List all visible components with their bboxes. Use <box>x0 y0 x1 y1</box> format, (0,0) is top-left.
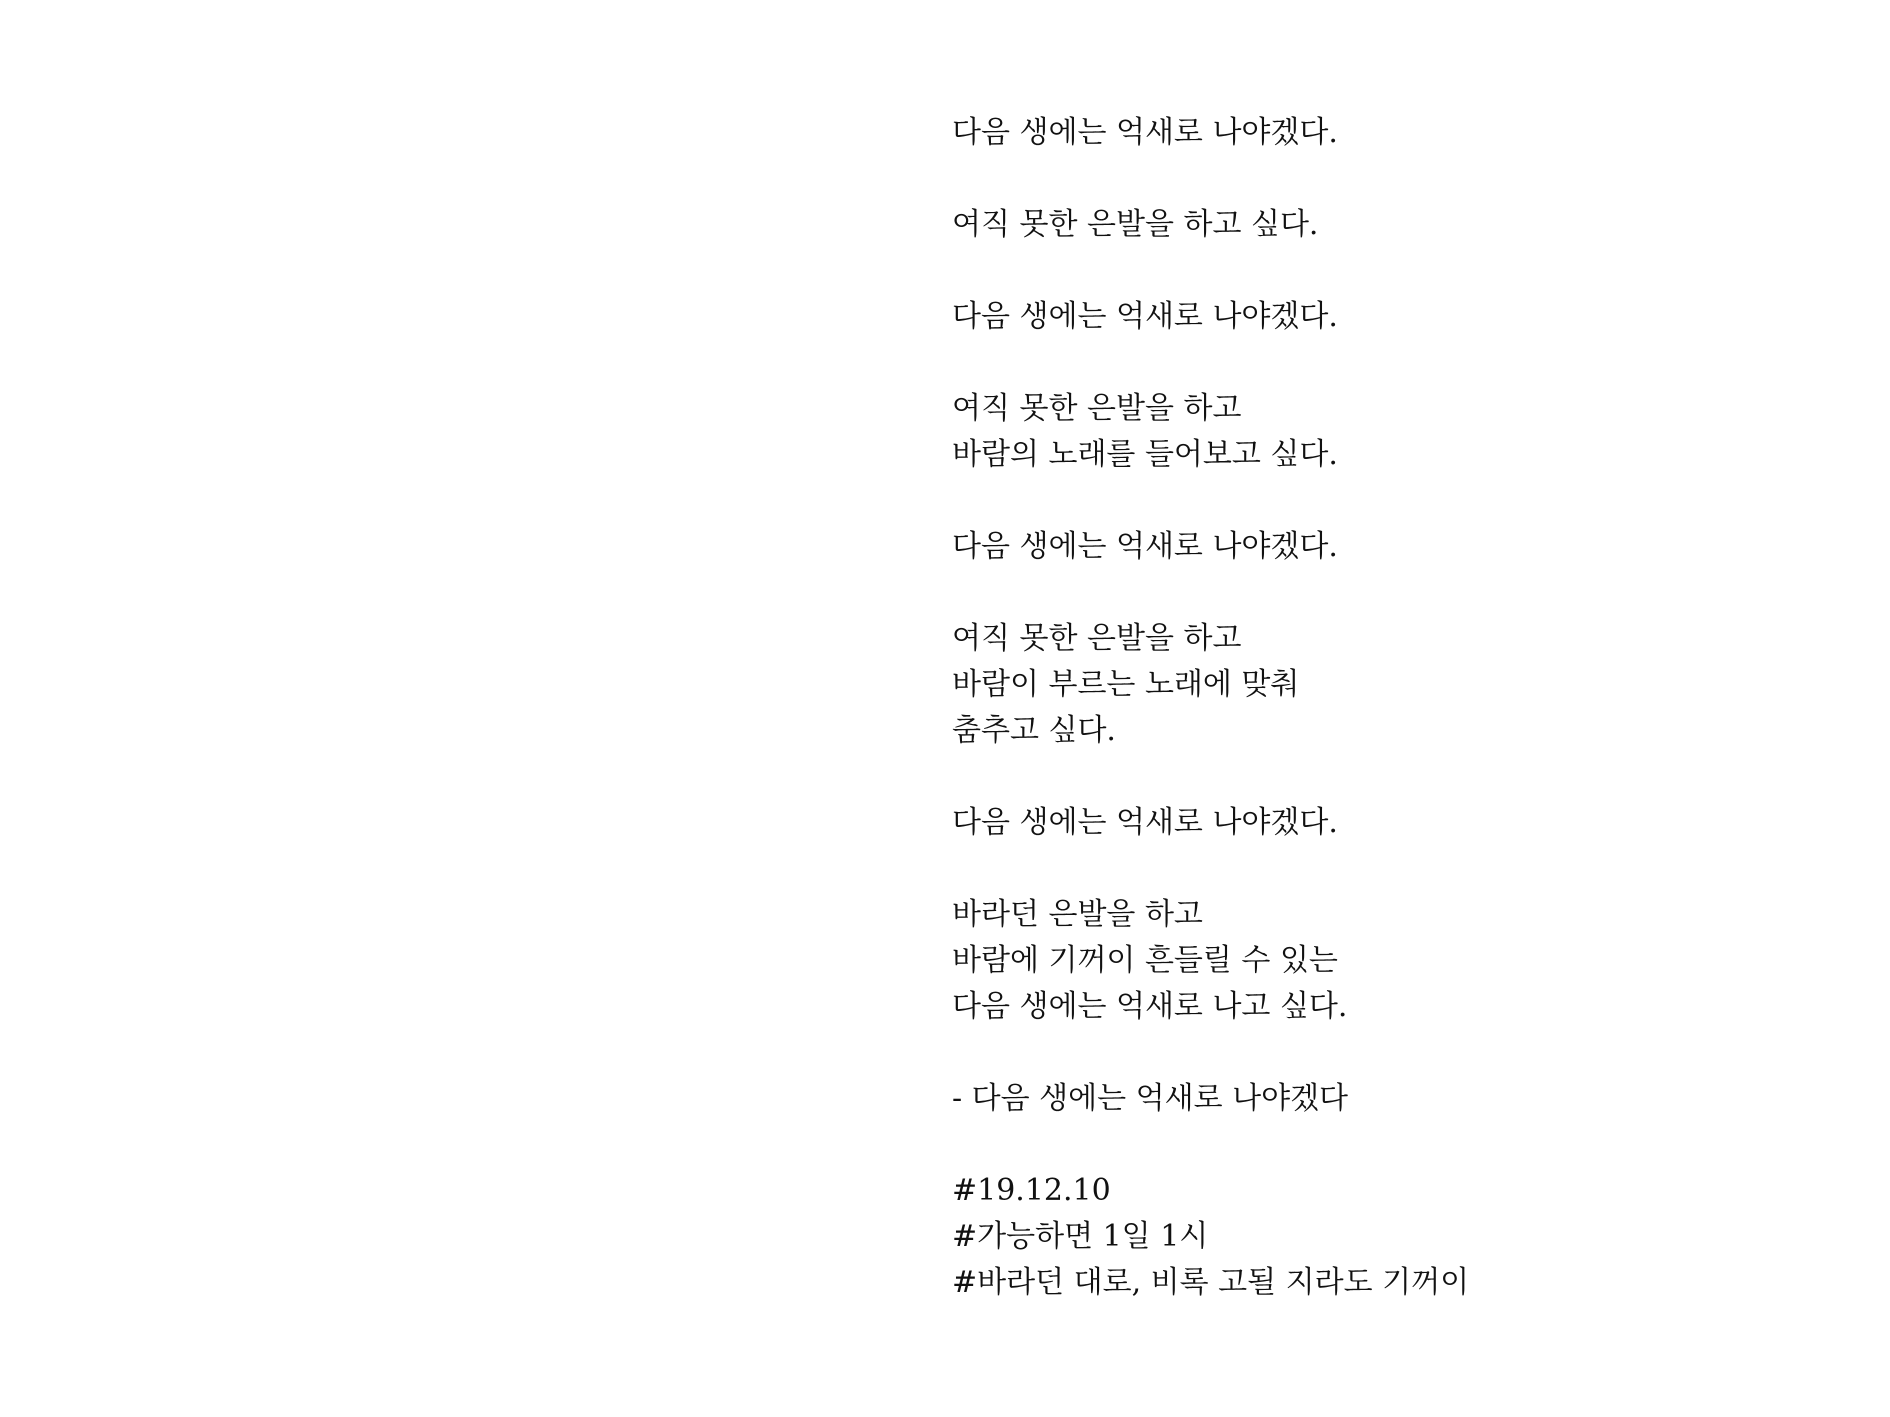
poem-title-line: - 다음 생에는 억새로 나야겠다 <box>952 1081 1349 1116</box>
poem-line: 바라던 은발을 하고 <box>952 897 1203 932</box>
poem-line: 바람이 부르는 노래에 맞춰 <box>952 667 1300 702</box>
poem-title-signature <box>952 1076 1852 1122</box>
hashtag-date: #19.12.10 <box>952 1173 1111 1208</box>
poem-line: 여직 못한 은발을 하고 <box>952 391 1242 426</box>
poem-line: 다음 생에는 억새로 나고 싶다. <box>952 989 1348 1024</box>
poem-line: 다음 생에는 억새로 나야겠다. <box>952 115 1338 150</box>
poem-line: 다음 생에는 억새로 나야겠다. <box>952 299 1338 334</box>
poem-line: 여직 못한 은발을 하고 싶다. <box>952 207 1319 242</box>
stanza-7 <box>952 800 1852 846</box>
stanza-4 <box>952 386 1852 478</box>
poem-body <box>952 110 1852 1306</box>
stanza-8 <box>952 892 1852 1030</box>
hashtag-daily: #가능하면 1일 1시 <box>952 1219 1209 1254</box>
stanza-2 <box>952 202 1852 248</box>
poem-line: 바람의 노래를 들어보고 싶다. <box>952 437 1338 472</box>
stanza-6 <box>952 616 1852 754</box>
stanza-1 <box>952 110 1852 156</box>
poem-line: 다음 생에는 억새로 나야겠다. <box>952 529 1338 564</box>
hashtag-motto: #바라던 대로, 비록 고될 지라도 기꺼이 <box>952 1265 1470 1300</box>
hashtag-list <box>952 1168 1852 1306</box>
stanza-3 <box>952 294 1852 340</box>
poem-line: 춤추고 싶다. <box>952 713 1116 748</box>
poem-line: 다음 생에는 억새로 나야겠다. <box>952 805 1338 840</box>
poem-line: 여직 못한 은발을 하고 <box>952 621 1242 656</box>
stanza-5 <box>952 524 1852 570</box>
poem-line: 바람에 기꺼이 흔들릴 수 있는 <box>952 943 1338 978</box>
